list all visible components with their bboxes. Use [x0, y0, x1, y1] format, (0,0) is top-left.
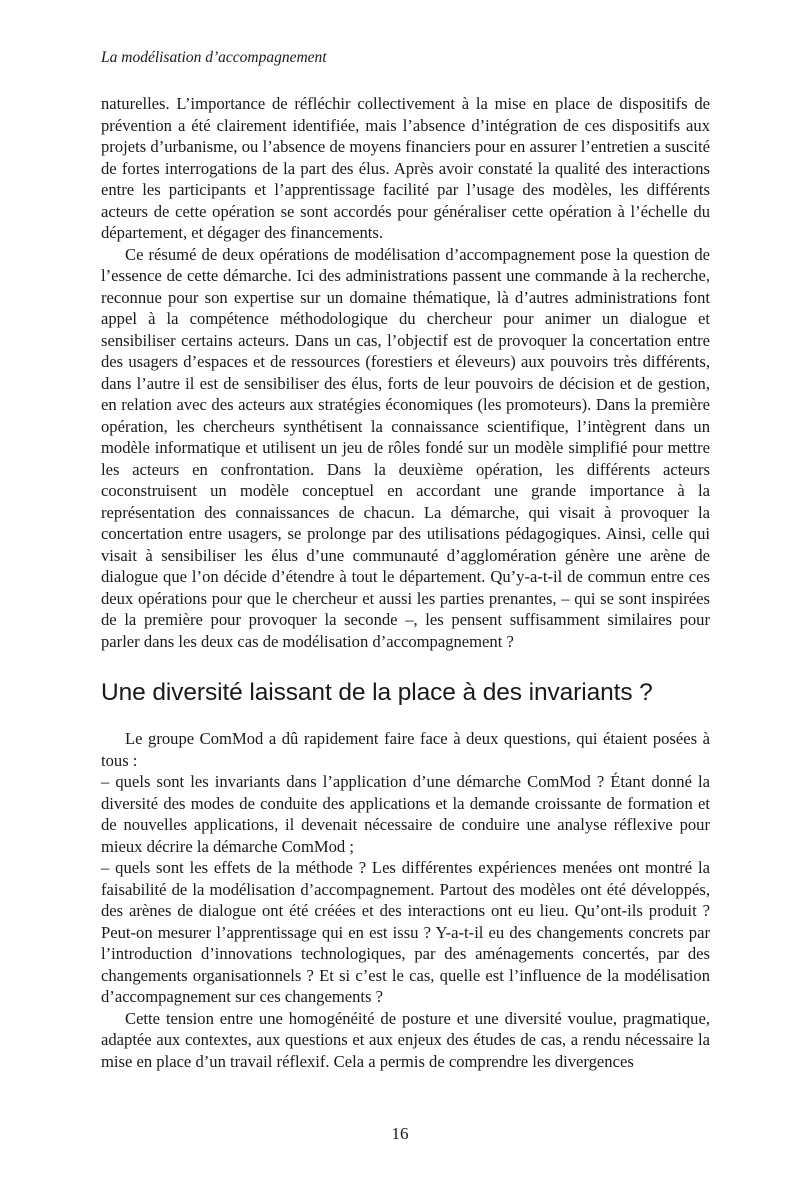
paragraph-closing: Cette tension entre une homogénéité de posture et une diversité voulue, pragmatique, adaptée aux contextes, aux questions et aux enjeux des études de cas, a rendu nécessaire la mise en place d’un travail réflexif. Cela a permis de comprendre les divergences	[101, 1008, 710, 1071]
list-item-effects: – quels sont les effets de la méthode ? Les différentes expériences menées ont montré la faisabilité de la modélisation d’accompagnement. Partout des modèles ont été développés, des arènes de dialogue ont été créées et des interactions ont eu lieu. Qu’ont-ils produit ? Peut-on mesurer l’apprentissage qui en est issu ? Y-a-t-il eu des changements concrets par l’introduction d’innovations technologiques, par des aménagements concertés, par des changements organisationnels ? Et si c’est le cas, quelle est l’influence de la modélisation d’accompagnement sur ces changements ?	[101, 858, 710, 1006]
page-number: 16	[391, 1124, 409, 1143]
list-item-invariants: – quels sont les invariants dans l’application d’une démarche ComMod ? Étant donné la diversité des modes de conduite des applications et la demande croissante de formation et de nouvelles applications, il devenait nécessaire de conduire une analyse réflexive pour mieux décrire la démarche ComMod ;	[101, 772, 710, 856]
running-head-title: La modélisation d’accompagnement	[101, 49, 327, 66]
paragraph-intro: Le groupe ComMod a dû rapidement faire face à deux questions, qui étaient posées à tous :	[101, 729, 710, 770]
section-heading: Une diversité laissant de la place à des invariants ?	[101, 679, 653, 706]
page-body	[101, 93, 710, 1072]
paragraph-continuation: naturelles. L’importance de réfléchir collectivement à la mise en place de dispositifs de prévention a été clairement identifiée, mais l’absence d’intégration de ces dispositifs aux projets d’urbanisme, ou l’absence de moyens financiers pour en assurer l’entretien a suscité de fortes interrogations de la part des élus. Après avoir constaté la qualité des interactions entre les participants et l’apprentissage facilité par l’usage des modèles, les différents acteurs de cette opération se sont accordés pour généraliser cette opération à l’échelle du département, et dégager des financements.	[101, 94, 710, 242]
paragraph-summary: Ce résumé de deux opérations de modélisation d’accompagnement pose la question de l’essence de cette démarche. Ici des administrations passent une commande à la recherche, reconnue pour son expertise sur un domaine thématique, là d’autres administrations font appel à la compétence méthodologique du chercheur pour animer un dialogue et sensibiliser certains acteurs. Dans un cas, l’objectif est de provoquer la concertation entre des usagers d’espaces et de ressources (forestiers et éleveurs) aux pouvoirs très différents, dans l’autre il est de sensibiliser des élus, forts de leur pouvoirs de décision et de gestion, en relation avec des acteurs aux stratégies économiques (les promoteurs). Dans la première opération, les chercheurs synthétisent la connaissance scientifique, l’intègrent dans un modèle informatique et utilisent un jeu de rôles fondé sur un modèle simplifié pour mettre les acteurs en confrontation. Dans la deuxième opération, les différents acteurs coconstruisent un modèle conceptuel en accordant une grande importance à la représentation des connaissances de chacun. La démarche, qui visait à provoquer la concertation entre usagers, se prolonge par des utilisations pédagogiques. Ainsi, celle qui visait à sensibiliser les élus d’une communauté d’agglomération génère une arène de dialogue que l’on décide d’étendre à tout le département. Qu’y-a-t-il de commun entre ces deux opérations pour que le chercheur et aussi les parties prenantes, – qui se sont inspirées de la première pour provoquer la seconde –, les pensent suffisamment similaires pour parler dans les deux cas de modélisation d’accompagnement ?	[101, 244, 710, 651]
